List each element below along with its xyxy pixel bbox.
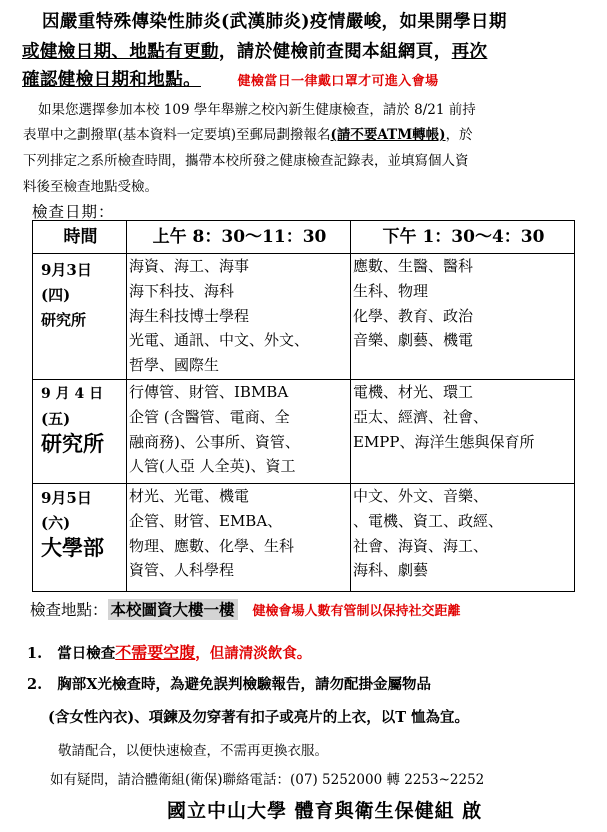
day-weekday: (五) bbox=[41, 409, 71, 428]
notice-text-1: 因嚴重特殊傳染性肺炎(武漢肺炎)疫情嚴峻，如果開學日期 bbox=[42, 12, 507, 32]
dept-line: 海資、海工、海事 bbox=[129, 257, 250, 275]
intro-line-3: 下列排定之系所檢查時間，攜帶本校所發之健康檢查記錄表，並填寫個人資 bbox=[23, 153, 469, 169]
dept-line: EMPP、海洋生態與保育所 bbox=[353, 432, 535, 451]
dept-line: 哲學、國際生 bbox=[129, 356, 220, 375]
day-cell bbox=[33, 484, 127, 592]
dept-line: 海生科技博士學程 bbox=[129, 306, 250, 325]
dept-line: 企管、財管、EMBA、 bbox=[129, 511, 283, 530]
header-afternoon: 下午 1：30～4：30 bbox=[351, 221, 575, 254]
dept-line: 材光、光電、機電 bbox=[129, 487, 250, 505]
dept-line: 生科、物理 bbox=[353, 281, 429, 300]
note-1-text-a: 當日檢查 bbox=[57, 645, 116, 662]
dept-line: 社會、海資、海工、 bbox=[353, 536, 489, 555]
morning-cell bbox=[127, 254, 351, 380]
dept-line: 化學、教育、政治 bbox=[353, 306, 474, 325]
dept-line: 海下科技、海科 bbox=[129, 281, 235, 300]
morning-cell bbox=[127, 380, 351, 484]
dept-line: 融商務)、公事所、資管、 bbox=[129, 432, 300, 451]
afternoon-cell bbox=[351, 380, 575, 484]
dept-line: 音樂、劇藝、機電 bbox=[353, 331, 474, 350]
header-time: 時間 bbox=[33, 221, 127, 254]
notice-line-2 bbox=[22, 38, 487, 63]
day-date: 9月3日 bbox=[41, 261, 92, 279]
dept-line: 行傳管、財管、IBMBA bbox=[129, 383, 289, 401]
dept-line: 海科、劇藝 bbox=[353, 561, 429, 580]
morning-cell bbox=[127, 484, 351, 592]
note-2 bbox=[27, 673, 431, 694]
notice-line-1 bbox=[42, 8, 507, 33]
notice-line-3 bbox=[22, 66, 439, 91]
afternoon-cell bbox=[351, 484, 575, 592]
schedule-row-sep4 bbox=[33, 380, 575, 484]
intro-line-1: 如果您選擇參加本校 109 學年舉辦之校內新生健康檢查，請於 8/21 前持 bbox=[38, 102, 476, 118]
note-1 bbox=[27, 640, 311, 663]
dept-line: 資管、人科學程 bbox=[129, 561, 235, 580]
day-level: 大學部 bbox=[41, 534, 104, 560]
intro-line-4: 料後至檢查地點受檢。 bbox=[23, 179, 158, 195]
day-weekday: (四) bbox=[41, 285, 71, 304]
schedule-label: 檢查日期： bbox=[32, 203, 115, 221]
dept-line: 企管 (含醫管、電商、全 bbox=[129, 407, 290, 426]
no-atm-note: (請不要ATM轉帳) bbox=[330, 127, 446, 143]
notice-confirm: 確認健檢日期和地點。 bbox=[22, 70, 201, 90]
location-label: 檢查地點： bbox=[30, 601, 108, 619]
schedule-table bbox=[32, 220, 575, 592]
location-line bbox=[30, 598, 460, 620]
mask-note: 健檢當日一律戴口罩才可進入會場 bbox=[237, 74, 439, 89]
dept-line: 物理、應數、化學、生科 bbox=[129, 536, 295, 555]
intro-line-2 bbox=[23, 123, 473, 143]
notice-date-change: 或健檢日期、地點有更動 bbox=[22, 42, 219, 62]
notice-check-web: ，請於健檢前查閱本組網頁， bbox=[218, 42, 452, 62]
contact-note: 如有疑問，請洽體衛組(衛保)聯絡電話：(07) 5252000 轉 2253~2252 bbox=[50, 772, 485, 788]
location-value: 本校圖資大樓一樓 bbox=[108, 599, 238, 620]
dept-line: 光電、通訊、中文、外文、 bbox=[129, 331, 310, 350]
day-level: 研究所 bbox=[41, 310, 87, 329]
note-2-text-a: 胸部X光檢查時，為避免誤判檢驗報告，請勿配掛金屬物品 bbox=[57, 676, 431, 693]
day-weekday: (六) bbox=[41, 513, 71, 532]
signature: 國立中山大學 體育與衛生保健組 啟 bbox=[167, 800, 483, 822]
dept-line: 亞太、經濟、社會、 bbox=[353, 407, 489, 426]
note-2-number: 2. bbox=[27, 676, 43, 693]
dept-line: 中文、外文、音樂、 bbox=[353, 487, 489, 505]
day-cell bbox=[33, 254, 127, 380]
cooperate-note: 敬請配合，以便快速檢查，不需再更換衣服。 bbox=[58, 743, 328, 759]
schedule-header-row bbox=[33, 221, 575, 254]
schedule-row-sep3 bbox=[33, 254, 575, 380]
header-morning: 上午 8：30～11：30 bbox=[127, 221, 351, 254]
intro-text-2a: 表單中之劃撥單(基本資料一定要填)至郵局劃撥報名 bbox=[23, 127, 331, 143]
note-2-continued: (含女性內衣)、項鍊及勿穿著有扣子或亮片的上衣，以T 恤為宜。 bbox=[48, 709, 470, 726]
note-1-number: 1. bbox=[27, 645, 43, 662]
day-date: 9 月 4 日 bbox=[41, 386, 104, 402]
afternoon-cell bbox=[351, 254, 575, 380]
no-fasting-note: 不需要空腹 bbox=[115, 643, 196, 662]
dept-line: 電機、材光、環工 bbox=[353, 383, 474, 401]
schedule-row-sep5 bbox=[33, 484, 575, 592]
capacity-note: 健檢會場人數有管制以保持社交距離 bbox=[252, 604, 461, 619]
dept-line: 、電機、資工、政經、 bbox=[353, 511, 504, 530]
day-level: 研究所 bbox=[41, 430, 104, 456]
dept-line: 應數、生醫、醫科 bbox=[353, 257, 474, 275]
note-1-text-c: ，但請清淡飲食。 bbox=[195, 645, 312, 662]
notice-again: 再次 bbox=[451, 42, 488, 62]
day-date: 9月5日 bbox=[41, 489, 92, 507]
day-cell bbox=[33, 380, 127, 484]
intro-text-2c: ，於 bbox=[445, 127, 473, 143]
dept-line: 人管(人亞 人全英)、資工 bbox=[129, 457, 296, 476]
